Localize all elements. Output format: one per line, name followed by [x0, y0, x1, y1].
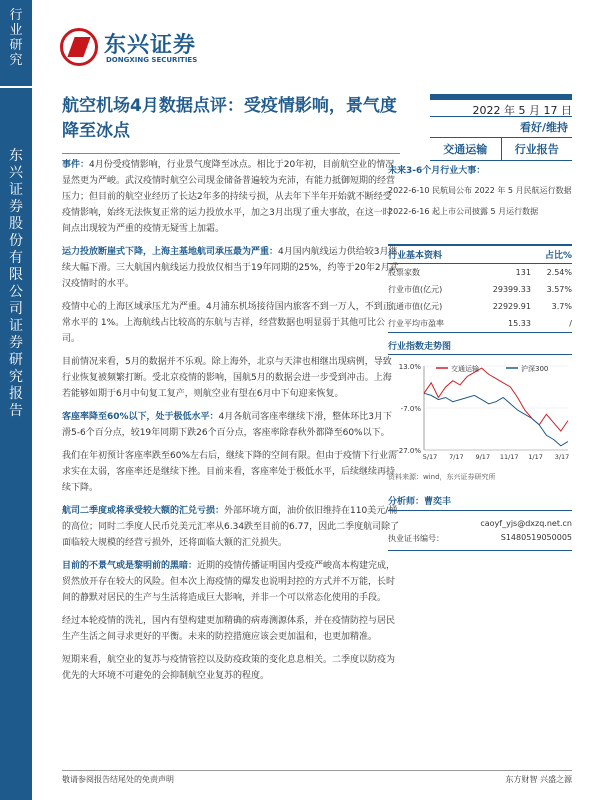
report-meta: [430, 94, 572, 161]
paragraph: [62, 503, 400, 551]
index-trend-chart: [388, 358, 572, 468]
report-body: [62, 157, 400, 691]
table-header: [388, 245, 572, 264]
row-share: 3.57%: [546, 285, 572, 294]
cert-label: 执业证书编号：: [388, 534, 444, 543]
logo-en: DONGXING SECURITIES: [106, 56, 198, 64]
header-cell: 占比%: [531, 245, 572, 264]
paragraph-lead: 客座率降至60%以下，处于极低水平：: [62, 412, 219, 422]
x-tick-label: 3/17: [554, 453, 570, 461]
y-tick-label: -27.0%: [396, 447, 421, 455]
paragraph: 经过本轮疫情的洗礼，国内有望构建更加精确的病毒测源体系，并在疫情防控与居民生产生活之间寻求更好的平衡。未来的防控措施应该会更加温和，也更加精准。: [62, 616, 396, 642]
report-title: 航空机场4月数据点评：受疫情影响，景气度降至冰点: [62, 96, 397, 141]
row-label: 行业市值(亿元): [388, 285, 443, 294]
paragraph: [62, 409, 400, 441]
industry-indicators: [388, 244, 572, 355]
event-item: 2022-6-10 民航局公布 2022 年 5 月民航运行数据: [388, 186, 572, 195]
trend-chart-svg: [388, 358, 572, 468]
footer-disclaimer: 敬请参阅报告结尾处的免责声明: [62, 775, 174, 784]
row-share: 3.7%: [551, 302, 572, 311]
paragraph-lead: 目前的不景气或是黎明前的黑暗：: [62, 561, 198, 571]
chart-source: 资料来源：wind，东兴证券研究所: [388, 473, 496, 481]
x-tick-label: 9/17: [475, 453, 491, 461]
table-row: [388, 315, 572, 333]
x-tick-label: 11/17: [499, 453, 519, 461]
x-tick-label: 1/17: [528, 453, 543, 461]
paragraph-text: 4月国内航线运力供给较3月继续大幅下滑。三大航国内航线运力投放仅相当于19年同期的25%，约等于20年2月武汉疫情时的水平。: [62, 247, 399, 289]
row-label: 股票家数: [388, 268, 420, 277]
row-value: 131: [515, 268, 531, 277]
events-heading: 未来3-6个月行业大事：: [388, 166, 486, 176]
row-share: 2.54%: [546, 268, 572, 277]
paragraph-text: 4月各航司客座率继续下滑，整体环比3月下滑5-6个百分点，较19年同期下跌26个百分点，客座率除春秋外都降至60%以下。: [62, 412, 393, 438]
category-report: 行业报告: [514, 143, 559, 156]
report-rating: 看好/维持: [430, 116, 572, 138]
title-divider: [62, 153, 400, 154]
table-row: [388, 298, 572, 315]
dongxing-logo: [60, 26, 220, 72]
series-line-1: [424, 393, 568, 446]
upcoming-events: [388, 163, 572, 220]
paragraph-text: 4月份受疫情影响，行业景气度降至冰点。相比于20年初，目前航空业的情况显然更为严峻。武汉疫情时航空公司现金储备普遍较为充沛，有能力抵御短期的经营压力；但目前的航空业经历了长达2年多的持续亏损，从去年下半年开始就不断经受疫情影响，始终无法恢复正常的运力投放水平，加之3月出现了重大事故，在这一时间点出现较为严重的疫情无疑雪上加霜。: [62, 160, 396, 234]
paragraph: 疫情中心的上海区域承压尤为严重。4月浦东机场接待国内旅客不到一万人，不到正常水平的 1%。上海航线占比较高的东航与吉祥，经营数据也明显弱于其他可比公司。: [62, 302, 392, 344]
cert-number: S1480519050005: [500, 533, 572, 542]
logo-mark-icon: [60, 28, 98, 66]
row-value: 15.33: [508, 319, 531, 328]
paragraph: [62, 558, 400, 606]
table-row: [388, 264, 572, 282]
analyst-block: [388, 494, 572, 551]
paragraph-text: 外部环境方面，油价依旧维持在110美元/桶的高位；同时二季度人民币兑美元汇率从6.34跌至目前的6.77，因此二季度航司除了面临较大规模的经营亏损外，还将面临大额的汇兑损失。: [62, 506, 400, 548]
y-tick-label: -7.0%: [400, 405, 421, 413]
paragraph-lead: 运力投放断崖式下降，上海主基地航司承压最为严重：: [62, 247, 279, 257]
analyst-divider: [388, 550, 572, 551]
row-label: 行业平均市盈率: [388, 319, 444, 328]
chart-title: 行业指数走势图: [388, 339, 572, 355]
x-tick-label: 7/17: [449, 453, 464, 461]
analyst-cert-row: [388, 533, 572, 544]
row-label: 流通市值(亿元): [388, 302, 443, 311]
paragraph-text: 近期的疫情传播证明国内受疫严峻高本构建完成，贸然放开存在较大的风险。但本次上海疫情的爆发也说明封控的方式并不万能，长时间的静默对居民的生产与生活将造成巨大影响，并非一个可以常态化使用的手段。: [62, 561, 396, 603]
analyst-heading: 分析师：曹奕丰: [388, 494, 572, 511]
category-transport: 交通运输: [430, 138, 502, 160]
table-row: [388, 281, 572, 298]
indicators-table: [388, 244, 572, 333]
logo-cn: 东兴证券: [104, 33, 197, 58]
company-vertical-label: 东兴证券股份有限公司证券研究报告: [9, 148, 23, 419]
section-label: 行业研究: [9, 8, 23, 68]
x-tick-label: 5/17: [422, 453, 438, 461]
y-tick-label: 13.0%: [398, 363, 421, 371]
paragraph-lead: 事件：: [62, 160, 90, 170]
series-line-0: [424, 368, 568, 431]
event-item: 2022-6-16 起上市公司披露 5 月运行数据: [388, 207, 539, 216]
legend-label: 沪深300: [521, 365, 549, 373]
header-cell: 行业基本资料: [388, 245, 473, 264]
paragraph: [62, 244, 400, 292]
footer-slogan: 东方财智 兴盛之源: [505, 775, 572, 784]
paragraph: 我们在年初预计客座率跌至60%左右后，继续下降的空间有限。但由于疫情下行业需求实在太弱，客座率还是继续下挫。目前来看，客座率处于极低水平，后续继续再持续下降。: [62, 451, 398, 493]
paragraph: 目前情况来看，5月的数据并不乐观。除上海外，北京与天津也相继出现病例，导致行业恢复被频繁打断。受北京疫情的影响，国航5月的数据会进一步受到冲击。上海若能够如期于6月中旬复工复产，则航空业有望在6月中下旬迎来恢复。: [62, 357, 392, 399]
paragraph: [62, 157, 400, 237]
row-share: /: [569, 319, 572, 328]
row-value: 22929.91: [492, 302, 531, 311]
paragraph-lead: 航司二季度或将承受较大额的汇兑亏损：: [62, 506, 225, 516]
report-categories: [430, 138, 572, 161]
sidebar-section-tab: [0, 0, 32, 88]
page-footer: [62, 770, 572, 785]
paragraph: 短期来看，航空业的复苏与疫情管控以及防疫政策的变化息息相关。二季度以防疫为优先的大环境不可避免的会抑制航空业复苏的程度。: [62, 655, 396, 681]
header-cell: [473, 245, 531, 264]
row-value: 29399.33: [492, 285, 531, 294]
report-date: 2022 年 5 月 17 日: [430, 94, 572, 116]
legend-label: 交通运输: [451, 365, 479, 373]
analyst-email[interactable]: caoyf_yjs@dxzq.net.cn: [480, 519, 572, 528]
